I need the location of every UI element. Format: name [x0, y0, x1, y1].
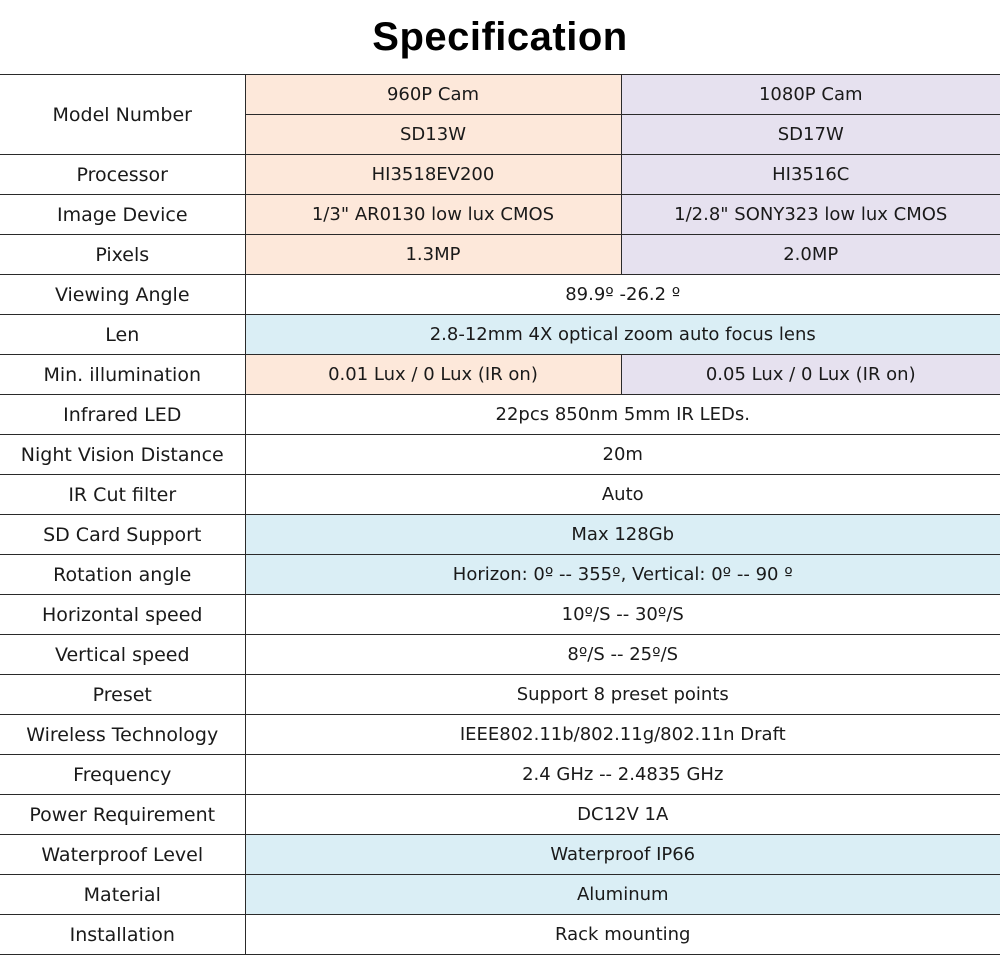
table-row-vertical-speed — [0, 635, 1000, 675]
cam-b-min-illumination: 0.05 Lux / 0 Lux (IR on) — [621, 355, 1000, 395]
table-row-horizontal-speed — [0, 595, 1000, 635]
night-vision-value: 20m — [245, 435, 1000, 475]
preset-value: Support 8 preset points — [245, 675, 1000, 715]
table-row-wireless — [0, 715, 1000, 755]
ir-cut-value: Auto — [245, 475, 1000, 515]
table-row-waterproof — [0, 835, 1000, 875]
table-row-image-device — [0, 195, 1000, 235]
infrared-led-value: 22pcs 850nm 5mm IR LEDs. — [245, 395, 1000, 435]
row-label-frequency: Frequency — [0, 755, 245, 795]
row-label-vertical-speed: Vertical speed — [0, 635, 245, 675]
viewing-angle-value: 89.9º -26.2 º — [245, 275, 1000, 315]
row-label-waterproof: Waterproof Level — [0, 835, 245, 875]
row-label-pixels: Pixels — [0, 235, 245, 275]
row-label-installation: Installation — [0, 915, 245, 955]
page-title: Specification — [372, 15, 628, 59]
table-row-model-number — [0, 75, 1000, 115]
table-row-frequency — [0, 755, 1000, 795]
cam-b-model: SD17W — [621, 115, 1000, 155]
table-row-rotation — [0, 555, 1000, 595]
len-value: 2.8-12mm 4X optical zoom auto focus lens — [245, 315, 1000, 355]
table-row-processor — [0, 155, 1000, 195]
table-row-min-illumination — [0, 355, 1000, 395]
row-label-viewing-angle: Viewing Angle — [0, 275, 245, 315]
table-row-ir-cut — [0, 475, 1000, 515]
material-value: Aluminum — [245, 875, 1000, 915]
cam-a-processor: HI3518EV200 — [245, 155, 621, 195]
table-row-sd-card — [0, 515, 1000, 555]
table-row-viewing-angle — [0, 275, 1000, 315]
cam-a-image-device: 1/3" AR0130 low lux CMOS — [245, 195, 621, 235]
row-label-image-device: Image Device — [0, 195, 245, 235]
vertical-speed-value: 8º/S -- 25º/S — [245, 635, 1000, 675]
row-label-power: Power Requirement — [0, 795, 245, 835]
specification-table — [0, 74, 1000, 955]
row-label-len: Len — [0, 315, 245, 355]
row-label-model-number: Model Number — [0, 75, 245, 155]
row-label-sd-card: SD Card Support — [0, 515, 245, 555]
table-row-night-vision — [0, 435, 1000, 475]
rotation-value: Horizon: 0º -- 355º, Vertical: 0º -- 90 º — [245, 555, 1000, 595]
row-label-horizontal-speed: Horizontal speed — [0, 595, 245, 635]
row-label-material: Material — [0, 875, 245, 915]
table-row-pixels — [0, 235, 1000, 275]
table-row-material — [0, 875, 1000, 915]
frequency-value: 2.4 GHz -- 2.4835 GHz — [245, 755, 1000, 795]
table-row-installation — [0, 915, 1000, 955]
row-label-night-vision: Night Vision Distance — [0, 435, 245, 475]
table-row-infrared-led — [0, 395, 1000, 435]
cam-b-pixels: 2.0MP — [621, 235, 1000, 275]
table-row-preset — [0, 675, 1000, 715]
wireless-value: IEEE802.11b/802.11g/802.11n Draft — [245, 715, 1000, 755]
row-label-wireless: Wireless Technology — [0, 715, 245, 755]
row-label-ir-cut: IR Cut filter — [0, 475, 245, 515]
cam-b-image-device: 1/2.8" SONY323 low lux CMOS — [621, 195, 1000, 235]
row-label-rotation: Rotation angle — [0, 555, 245, 595]
row-label-infrared-led: Infrared LED — [0, 395, 245, 435]
row-label-preset: Preset — [0, 675, 245, 715]
table-row-power — [0, 795, 1000, 835]
cam-b-processor: HI3516C — [621, 155, 1000, 195]
cam-a-name: 960P Cam — [245, 75, 621, 115]
power-value: DC12V 1A — [245, 795, 1000, 835]
table-row-len — [0, 315, 1000, 355]
cam-b-name: 1080P Cam — [621, 75, 1000, 115]
installation-value: Rack mounting — [245, 915, 1000, 955]
row-label-processor: Processor — [0, 155, 245, 195]
cam-a-min-illumination: 0.01 Lux / 0 Lux (IR on) — [245, 355, 621, 395]
sd-card-value: Max 128Gb — [245, 515, 1000, 555]
row-label-min-illumination: Min. illumination — [0, 355, 245, 395]
waterproof-value: Waterproof IP66 — [245, 835, 1000, 875]
cam-a-pixels: 1.3MP — [245, 235, 621, 275]
horizontal-speed-value: 10º/S -- 30º/S — [245, 595, 1000, 635]
cam-a-model: SD13W — [245, 115, 621, 155]
